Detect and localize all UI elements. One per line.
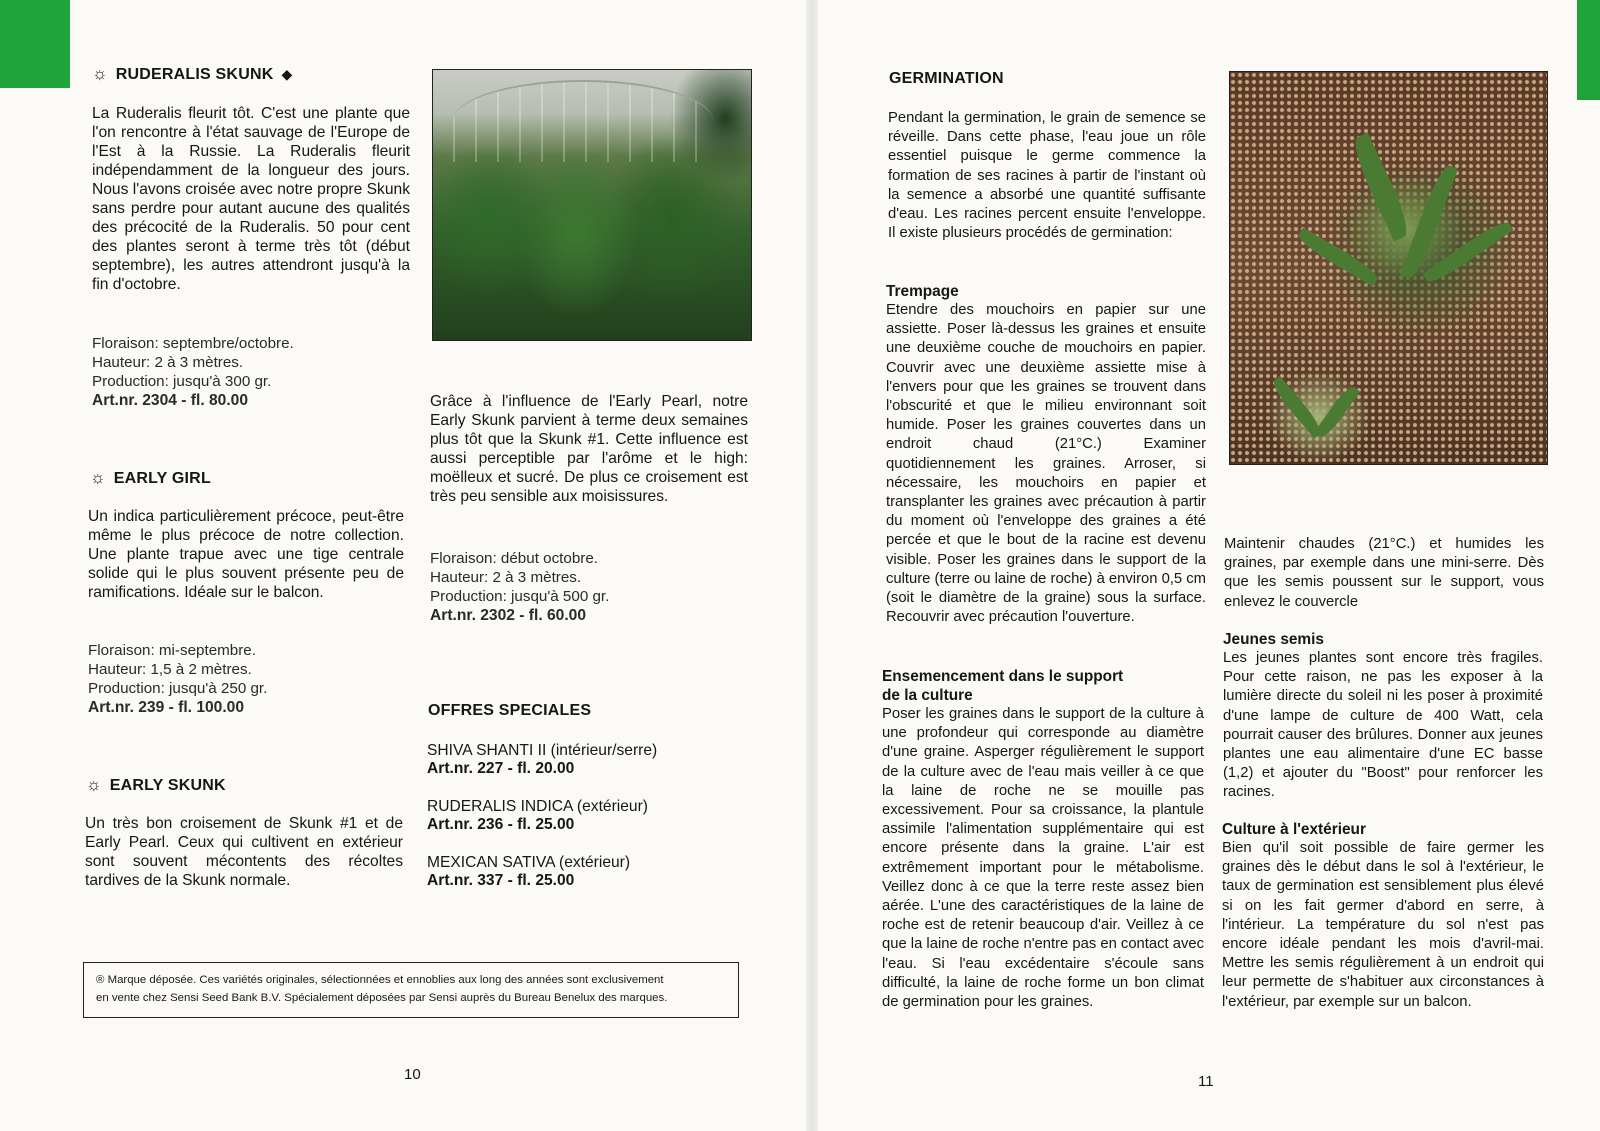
sun-icon: ☼ — [90, 468, 106, 487]
culture-exterieur-title: Culture à l'extérieur — [1222, 821, 1366, 838]
offre-artnr: Art.nr. 227 - fl. 20.00 — [427, 760, 575, 777]
maintenir-text — [1224, 535, 1544, 612]
trempage-title: Trempage — [886, 283, 959, 300]
jeunes-semis-body: Les jeunes plantes sont encore très fragiles. Pour cette raison, ne pas les exposer à la lumière directe du soleil ni les poser à proximité d'une lampe de culture de 400 Watt, cela pourrait causer des brûlures. Donner aux jeunes plantes une eau alimentaire d'une EC basse (1,2) et ajouter du "Boost" pour renforcer les racines. — [1223, 650, 1543, 801]
ruderalis-specs — [92, 334, 294, 410]
early-skunk-heading — [86, 775, 226, 795]
notice-text-1: Marque déposée. Ces variétés originales, sélectionnées et ennoblies aux long des années sont exclusivement — [107, 974, 664, 986]
offre-item — [427, 741, 657, 778]
early-girl-artnr: Art.nr. 239 - fl. 100.00 — [88, 699, 245, 716]
page-number-right: 11 — [1198, 1073, 1214, 1090]
ensemencement-body: Poser les graines dans le support de la culture à une profondeur qui corresponde au diamètre d'une graine. Asperger régulièrement le support de la culture avec de l'eau mais veiller à ce que la laine de roche ne se mouille pas excessivement. Pour sa croissance, la plantule assimile l'alimentation supplémentaire qui est encore présente dans la graine. L'air est extrêmement important pour le métabolisme. Veillez donc à ce que la terre reste assez bien aérée. L'une des caractéristiques de la laine de roche est de retenir beaucoup d'air. Veillez à ce que la laine de roche n'entre pas en contact avec l'eau. Si l'eau excédentaire s'écoule sans difficulté, la laine de roche forme un bon climat de germination pour les graines. — [882, 706, 1204, 1011]
green-tab-left — [0, 0, 70, 88]
early-skunk-floraison: Floraison: début octobre. — [430, 550, 599, 567]
germination-intro — [888, 109, 1206, 243]
offre-artnr: Art.nr. 337 - fl. 25.00 — [427, 872, 575, 889]
offres-heading: OFFRES SPECIALES — [428, 702, 592, 719]
germination-intro-body: Pendant la germination, le grain de semence se réveille. Dans cette phase, l'eau joue un rôle essentiel puisque le germe commence la formation de ses racines à partir de l'instant où la semence a absorbé une quantité suffisante d'eau. Les racines percent ensuite l'enveloppe. Il existe plusieurs procédés de germination: — [888, 110, 1206, 242]
offre-item — [427, 797, 648, 834]
book-gutter — [806, 0, 818, 1131]
early-skunk-description — [85, 814, 403, 890]
trademark-notice-box — [83, 962, 739, 1018]
ruderalis-body: La Ruderalis fleurit tôt. C'est une plante que l'on rencontre à l'état sauvage de l'Europe de l'Est à la Russie. La Ruderalis fleurit indépendamment de la longueur des jours. Nous l'avons croisée avec notre propre Skunk sans perdre pour autant aucune des qualités des précocité de la Ruderalis. 50 pour cent des plantes seront à terme très tôt (début septembre), les autres attendront jusqu'à la fin d'octobre. — [92, 105, 410, 293]
germination-heading: GERMINATION — [889, 70, 1004, 87]
trademark-marker-icon: ◆ — [281, 66, 293, 82]
culture-exterieur-section — [1222, 820, 1544, 1012]
early-girl-floraison: Floraison: mi-septembre. — [88, 642, 256, 659]
early-skunk-specs — [430, 549, 609, 625]
ruderalis-floraison: Floraison: septembre/octobre. — [92, 335, 294, 352]
trempage-body: Etendre des mouchoirs en papier sur une assiette. Poser là-dessus les graines et ensuite une deuxième couche de mouchoirs en papier. Couvrir avec une deuxième assiette mise à l'envers pour que les graines se trouvent dans l'obscurité et que le milieu environnant soit humide. Poser les graines couvertes dans un endroit chaud (21°C.) Examiner quotidiennement les graines. Arroser, si nécessaire, les mouchoirs en papier et transplanter les graines avec précaution à partir du moment où l'enveloppe des graines a été percée et que le bout de la racine est devenu visible. Poser les graines dans le support de la culture (terre ou laine de roche) à environ 0,5 cm (soit le diamètre de la graine) sous la surface. Recouvrir avec précaution l'ouverture. — [886, 302, 1206, 626]
early-girl-description — [88, 507, 404, 602]
offre-name: MEXICAN SATIVA (extérieur) — [427, 854, 631, 871]
trempage-section — [886, 282, 1206, 627]
early-girl-title: EARLY GIRL — [113, 470, 211, 487]
ruderalis-heading — [92, 64, 292, 84]
jeunes-semis-section — [1223, 630, 1543, 803]
ensemencement-section — [882, 667, 1204, 1012]
notice-line-1 — [96, 971, 726, 989]
notice-line-2: en vente chez Sensi Seed Bank B.V. Spécialement déposées par Sensi auprès du Bureau Benelux des marques. — [96, 992, 668, 1004]
greenhouse-plants-photo — [432, 69, 752, 341]
early-girl-specs — [88, 641, 267, 717]
maintenir-body: Maintenir chaudes (21°C.) et humides les graines, par exemple dans une mini-serre. Dès que les semis poussent sur le support, vous enlevez le couvercle — [1224, 536, 1544, 610]
offre-name: RUDERALIS INDICA (extérieur) — [427, 798, 648, 815]
offre-item — [427, 853, 630, 890]
early-skunk-production: Production: jusqu'à 500 gr. — [430, 588, 610, 605]
culture-exterieur-body: Bien qu'il soit possible de faire germer les graines dès le début dans le sol à l'extérieur, le taux de germination est sensiblement plus élevé si on les fait germer d'abord en serre, à l'intérieur. La température du sol n'est pas encore idéale pendant les mois d'avril-mai. Mettre les semis régulièrement à un endroit qui leur permette de s'habituer aux circonstances à l'extérieur, par exemple sur un balcon. — [1222, 840, 1544, 1010]
early-skunk-artnr: Art.nr. 2302 - fl. 60.00 — [430, 607, 587, 624]
ruderalis-title: RUDERALIS SKUNK — [115, 66, 274, 83]
leaf-shape — [1348, 133, 1414, 242]
early-skunk-continued — [430, 392, 748, 506]
registered-symbol: ® — [96, 974, 105, 986]
ruderalis-artnr: Art.nr. 2304 - fl. 80.00 — [92, 392, 249, 409]
sun-icon: ☼ — [92, 64, 108, 83]
ensemencement-title-line2: de la culture — [882, 687, 973, 704]
leaf-shape — [1295, 228, 1381, 287]
early-girl-production: Production: jusqu'à 250 gr. — [88, 680, 268, 697]
early-skunk-body: Un très bon croisement de Skunk #1 et de Early Pearl. Ceux qui cultivent en extérieur sont souvent mécontents des récoltes tardives de la Skunk normale. — [85, 815, 403, 889]
early-girl-hauteur: Hauteur: 1,5 à 2 mètres. — [88, 661, 252, 678]
ruderalis-hauteur: Hauteur: 2 à 3 mètres. — [92, 354, 244, 371]
early-girl-heading — [90, 468, 211, 488]
offre-name: SHIVA SHANTI II (intérieur/serre) — [427, 742, 658, 759]
sun-icon: ☼ — [86, 775, 102, 794]
jeunes-semis-title: Jeunes semis — [1223, 631, 1324, 648]
early-skunk-title: EARLY SKUNK — [109, 777, 226, 794]
offre-artnr: Art.nr. 236 - fl. 25.00 — [427, 816, 575, 833]
ruderalis-description — [92, 104, 410, 294]
early-skunk-continued-body: Grâce à l'influence de l'Early Pearl, notre Early Skunk parvient à terme deux semaines plus tôt que la Skunk #1. Cette influence est aussi perceptible par l'arôme et le high: moëlleux et sucré. De plus ce croisement est très peu sensible aux moisissures. — [430, 393, 748, 505]
leaf-shape — [1314, 383, 1360, 440]
ensemencement-title-line1: Ensemencement dans le support — [882, 668, 1124, 685]
early-skunk-hauteur: Hauteur: 2 à 3 mètres. — [430, 569, 582, 586]
page-number-left: 10 — [404, 1066, 421, 1083]
early-girl-body: Un indica particulièrement précoce, peut-être même le plus précoce de notre collection. Une plante trapue avec une tige centrale solide qui le plus souvent présente peu de ramifications. Idéale sur le balcon. — [88, 508, 404, 601]
seedlings-photo — [1229, 71, 1548, 465]
ruderalis-production: Production: jusqu'à 300 gr. — [92, 373, 272, 390]
greenhouse-dome — [453, 80, 713, 162]
green-tab-right — [1577, 0, 1600, 100]
